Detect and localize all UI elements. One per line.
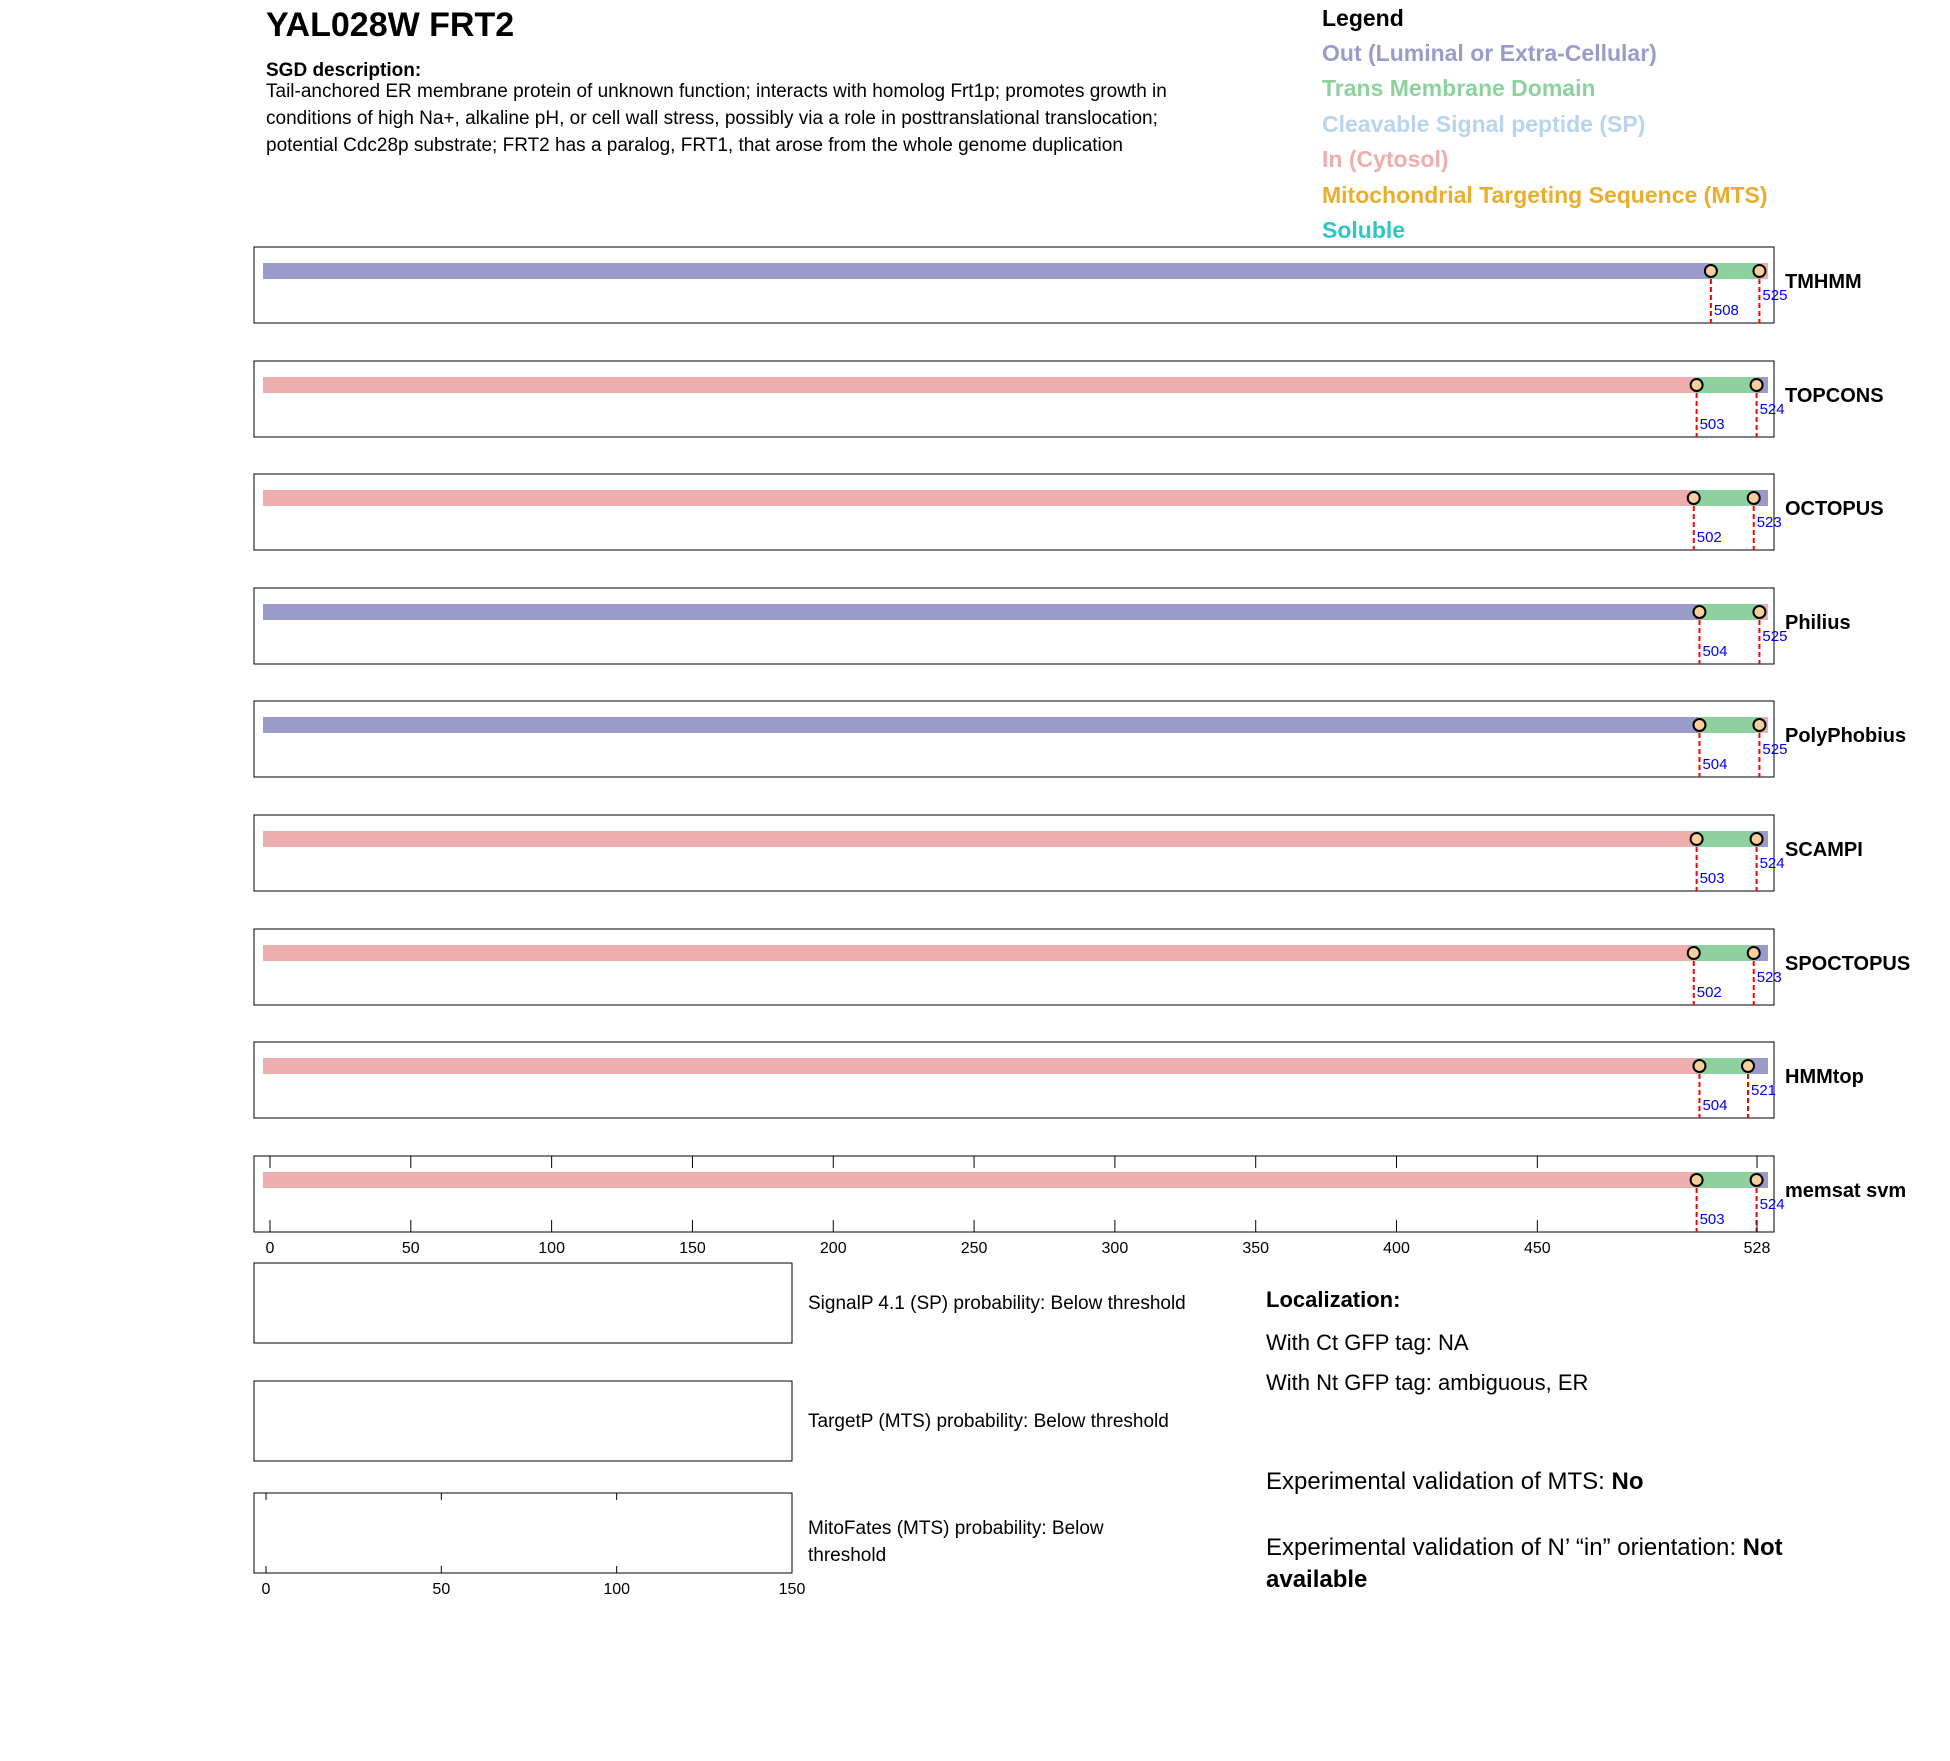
legend-item-soluble: Soluble [1322,217,1406,243]
prob-x-tick-label: 50 [432,1581,451,1598]
sgd-description-line-3: potential Cdc28p substrate; FRT2 has a paralog, FRT1, that arose from the whole genome duplication [266,135,1123,156]
segment-tm [1692,945,1755,961]
page-title: YAL028W FRT2 [266,6,515,44]
track-octopus [254,474,1884,550]
boundary-label: 524 [1759,1196,1785,1213]
track-panel [254,1156,1774,1232]
track-memsat-svm [254,1156,1906,1257]
targetp-label: TargetP (MTS) probability: Below threshold [808,1411,1169,1432]
boundary-label: 523 [1756,514,1782,531]
legend-item-mts: Mitochondrial Targeting Sequence (MTS) [1322,182,1768,208]
legend-item-tm: Trans Membrane Domain [1322,75,1596,101]
boundary-marker [1688,492,1700,504]
boundary-marker [1691,379,1703,391]
boundary-marker [1753,719,1765,731]
prob-x-tick-label: 100 [603,1581,631,1598]
boundary-marker [1688,947,1700,959]
x-tick-label: 100 [538,1240,565,1257]
track-name: OCTOPUS [1785,498,1884,520]
track-tmhmm [254,247,1862,323]
track-name: HMMtop [1785,1066,1864,1088]
track-philius [254,588,1851,664]
boundary-label: 523 [1756,969,1782,986]
mitofates-label-line-2: threshold [808,1545,887,1566]
segment-tm [1698,717,1761,733]
x-tick-label: 300 [1101,1240,1129,1257]
track-scampi [254,815,1863,891]
segment-tm [1692,490,1755,506]
segment-out [263,263,1709,279]
mitofates-label-line-1: MitoFates (MTS) probability: Below [808,1518,1104,1539]
boundary-label: 503 [1699,870,1725,887]
segment-in [263,377,1695,393]
x-tick-label: 450 [1523,1240,1551,1257]
boundary-marker [1751,833,1763,845]
track-name: SCAMPI [1785,839,1863,861]
segment-out [263,604,1698,620]
boundary-label: 503 [1699,1211,1725,1228]
track-name: Philius [1785,612,1851,634]
boundary-label: 503 [1699,416,1725,433]
legend-item-sp: Cleavable Signal peptide (SP) [1322,111,1646,137]
track-panel [254,474,1774,550]
boundary-label: 524 [1759,401,1785,418]
boundary-label: 525 [1762,287,1788,304]
legend-item-out: Out (Luminal or Extra-Cellular) [1322,40,1657,66]
track-hmmtop [254,1042,1864,1118]
track-panel [254,361,1774,437]
mts-validation [1266,1468,1643,1495]
track-topcons [254,361,1884,437]
x-tick-label: 200 [819,1240,847,1257]
boundary-marker [1742,1060,1754,1072]
boundary-label: 525 [1762,741,1788,758]
x-tick-label: 50 [401,1240,420,1257]
mts-validation-value: No [1611,1468,1644,1495]
track-polyphobius [254,701,1906,777]
track-panel [254,588,1774,664]
boundary-label: 525 [1762,628,1788,645]
boundary-label: 504 [1702,643,1728,660]
boundary-label: 504 [1702,756,1728,773]
track-name: memsat svm [1785,1180,1907,1202]
track-name: PolyPhobius [1785,725,1907,747]
orientation-validation-prefix: Experimental validation of N’ “in” orientation: [1266,1534,1743,1561]
localization-title: Localization: [1266,1287,1401,1312]
segment-tm [1695,377,1758,393]
probability-panels [254,1263,1186,1598]
segment-in [263,1172,1695,1188]
x-tick-label: 250 [960,1240,988,1257]
signalp-panel [254,1263,792,1343]
boundary-label: 502 [1696,529,1722,546]
boundary-marker [1748,947,1760,959]
boundary-label: 502 [1696,984,1722,1001]
boundary-marker [1748,492,1760,504]
orientation-validation-value-line-2: available [1266,1566,1368,1593]
track-panel [254,1042,1777,1118]
boundary-marker [1753,606,1765,618]
track-panel [254,929,1774,1005]
sgd-description-label: SGD description: [266,60,422,81]
prob-x-tick-label: 150 [778,1581,806,1598]
segment-in [263,1058,1698,1074]
boundary-marker [1691,1174,1703,1186]
boundary-label: 508 [1713,302,1739,319]
boundary-label: 504 [1702,1097,1728,1114]
segment-in [263,490,1692,506]
mts-validation-prefix: Experimental validation of MTS: [1266,1468,1612,1495]
segment-in [263,831,1695,847]
track-panel [254,701,1774,777]
localization-nt-gfp: With Nt GFP tag: ambiguous, ER [1266,1370,1589,1395]
boundary-marker [1705,265,1717,277]
boundary-marker [1691,833,1703,845]
boundary-label: 524 [1759,855,1785,872]
track-name: SPOCTOPUS [1785,953,1911,975]
x-tick-label: 150 [679,1240,706,1257]
segment-tm [1695,1172,1758,1188]
orientation-validation-value: Not [1742,1534,1783,1561]
localization-ct-gfp: With Ct GFP tag: NA [1266,1330,1469,1355]
track-panel [254,815,1774,891]
legend-item-in: In (Cytosol) [1322,146,1449,172]
orientation-validation [1266,1534,1783,1561]
boundary-marker [1751,379,1763,391]
track-name: TMHMM [1785,271,1862,293]
segment-in [263,945,1692,961]
track-panel [254,247,1774,323]
boundary-marker [1693,606,1705,618]
boundary-marker [1751,1174,1763,1186]
x-tick-label: 0 [265,1240,275,1257]
boundary-marker [1753,265,1765,277]
legend-title: Legend [1322,5,1404,31]
track-name: TOPCONS [1785,385,1884,407]
x-tick-label: 400 [1383,1240,1410,1257]
boundary-marker [1693,1060,1705,1072]
sgd-description-line-1: Tail-anchored ER membrane protein of unknown function; interacts with homolog Frt1p; promotes growth in [266,81,1167,102]
boundary-label: 521 [1751,1082,1777,1099]
sgd-description-line-2: conditions of high Na+, alkaline pH, or cell wall stress, possibly via a role in posttranslational translocation; [266,108,1158,129]
prob-x-tick-label: 0 [261,1581,271,1598]
segment-out [263,717,1698,733]
boundary-marker [1693,719,1705,731]
x-tick-label: 350 [1242,1240,1270,1257]
targetp-panel [254,1381,792,1461]
mitofates-panel [254,1493,792,1573]
segment-tm [1695,831,1758,847]
track-spoctopus [254,929,1910,1005]
segment-tm [1698,604,1761,620]
x-tick-label: 528 [1743,1240,1771,1257]
signalp-label: SignalP 4.1 (SP) probability: Below threshold [808,1293,1186,1314]
topology-tracks [254,247,1910,1257]
